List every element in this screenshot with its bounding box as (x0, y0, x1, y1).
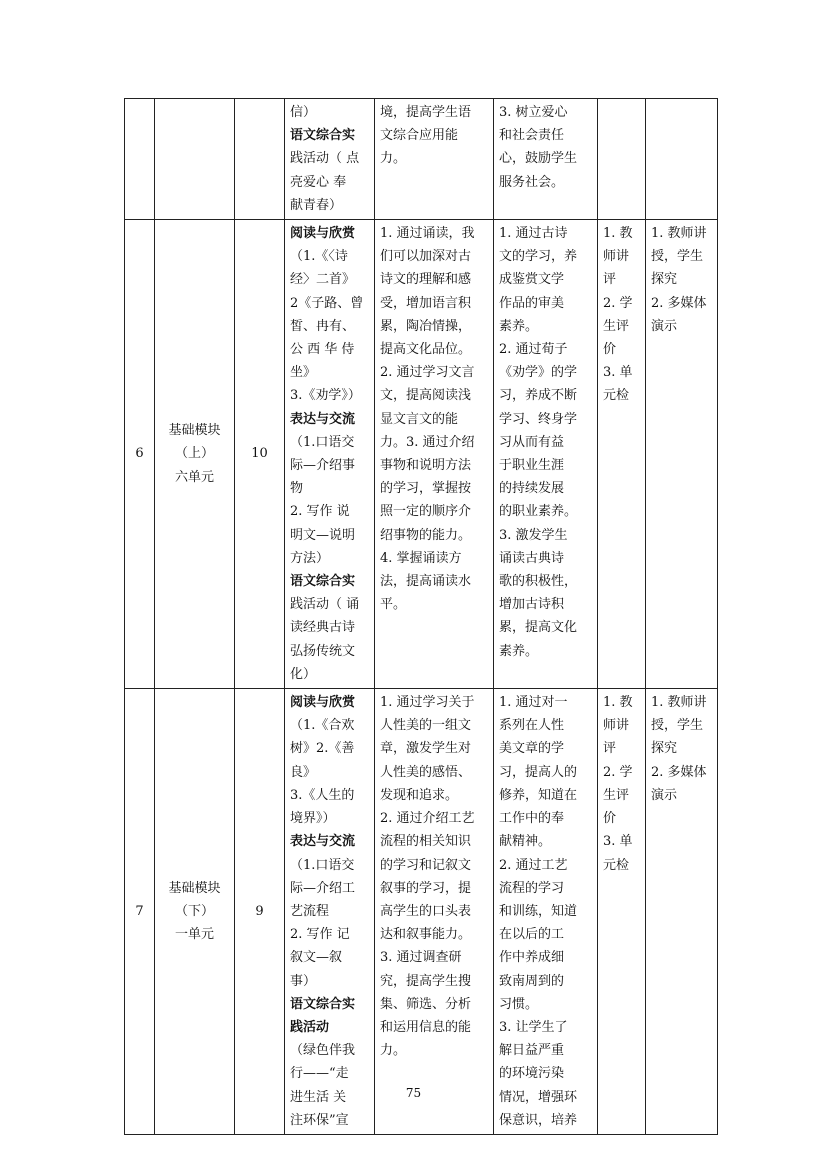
goal-line: 流程的相关知识 (380, 834, 472, 850)
assessment-line: 师讲 (603, 718, 630, 734)
goal-line: 照一定的顺序介 (380, 504, 472, 520)
content-line: 阅读与欣赏 (290, 226, 356, 242)
assessment-line: 3. 单 (603, 834, 633, 850)
goal-line: 献精神。 (499, 834, 552, 850)
content-line: 表达与交流 (290, 411, 356, 427)
goal-line: 发现和追求。 (380, 787, 459, 803)
hours-cell: 9 (235, 689, 285, 1135)
method-line: 1. 教师讲 (651, 695, 707, 711)
assessment-line: 1. 教 (603, 226, 633, 242)
row-number (125, 99, 155, 220)
assessment-line: 1. 教 (603, 695, 633, 711)
content-line: 艺流程 (290, 903, 330, 919)
goal-line: 心，鼓励学生 (499, 151, 578, 167)
goal-line: 流程的学习 (499, 880, 565, 896)
goal-line: 2. 通过工艺 (499, 857, 568, 873)
goal-line: 在以后的工 (499, 927, 565, 943)
goal-line: 文，提高阅读浅 (380, 388, 472, 404)
module-cell (155, 99, 235, 220)
goal-line: 的学习，掌握按 (380, 481, 472, 497)
goal-line: 3. 通过调查研 (380, 950, 462, 966)
module-line: 一单元 (174, 927, 214, 943)
assessment-line: 2. 学 (603, 764, 633, 780)
goal-line: 诵读古典诗 (499, 550, 565, 566)
goal-line: 1. 通过对一 (499, 695, 568, 711)
assessment-line: 元检 (603, 857, 630, 873)
hours-cell (235, 99, 285, 220)
content-line: 3.《人生的 (290, 787, 355, 803)
goal-line: 文的学习，养 (499, 249, 578, 265)
module-line: 基础模块 (168, 880, 221, 896)
knowledge-goals-cell (375, 99, 494, 220)
page-number: 75 (405, 1086, 422, 1100)
content-cell (285, 99, 375, 220)
content-line: （绿色伴我 (290, 1043, 356, 1059)
content-line: 行——“走 (290, 1066, 349, 1082)
content-line: 语文综合实 (290, 574, 356, 590)
goal-line: 歌的积极性， (499, 574, 578, 590)
goal-line: 人性美的一组文 (380, 718, 472, 734)
methods-cell (646, 220, 718, 689)
content-line: 方法） (290, 550, 330, 566)
content-line: 表达与交流 (290, 834, 356, 850)
quality-goals-cell (494, 689, 598, 1135)
content-line: 化） (290, 666, 317, 682)
goal-line: 累，提高文化 (499, 620, 578, 636)
goal-line: 3. 树立爱心 (499, 105, 568, 120)
method-line: 2. 多媒体 (651, 295, 707, 311)
goal-line: 修养，知道在 (499, 787, 578, 803)
method-line: 演示 (651, 318, 678, 334)
goal-line: 作中养成细 (499, 950, 565, 966)
goal-line: 文综合应用能 (380, 128, 459, 144)
content-cell (285, 220, 375, 689)
goal-line: 3. 让学生了 (499, 1019, 568, 1035)
table-row (125, 689, 718, 1135)
goal-line: 习，养成不断 (499, 388, 578, 404)
content-line: 事） (290, 973, 317, 989)
goal-line: 2. 通过荀子 (499, 342, 568, 358)
goal-line: 增加古诗积 (499, 597, 565, 613)
content-line: 际—介绍工 (290, 880, 356, 896)
content-line: 践活动（ 诵 (290, 597, 360, 613)
module-line: 六单元 (174, 469, 214, 485)
content-line: 叙文—叙 (290, 950, 343, 966)
goal-line: 们可以加深对古 (380, 249, 472, 265)
content-line: 2《子路、曾 (290, 295, 364, 311)
goal-line: 3. 激发学生 (499, 527, 568, 543)
goal-line: 1. 通过学习关于 (380, 695, 475, 711)
goal-line: 系列在人性 (499, 718, 565, 734)
methods-cell (646, 689, 718, 1135)
quality-goals-cell (494, 99, 598, 220)
method-line: 授，学生 (651, 249, 704, 265)
assessment-line: 生评 (603, 318, 630, 334)
module-line: （下） (174, 903, 214, 919)
goal-line: 1. 通过古诗 (499, 226, 568, 242)
goal-line: 习，提高人的 (499, 764, 578, 780)
content-line: 2. 写作 说 (290, 504, 350, 520)
assessment-line: 师讲 (603, 249, 630, 265)
content-cell (285, 689, 375, 1135)
method-line: 授，学生 (651, 718, 704, 734)
row-number: 6 (125, 220, 155, 689)
goal-line: 提高文化品位。 (380, 342, 472, 358)
goal-line: 素养。 (499, 318, 539, 334)
assessment-line: 评 (603, 741, 617, 757)
content-line: 2. 写作 记 (290, 927, 350, 943)
goal-line: 的职业素养。 (499, 504, 578, 520)
content-line: 阅读与欣赏 (290, 695, 356, 711)
goal-line: 于职业生涯 (499, 458, 565, 474)
goal-line: 成鉴赏文学 (499, 272, 565, 288)
goal-line: 的环境污染 (499, 1066, 565, 1082)
goal-line: 的持续发展 (499, 481, 565, 497)
goal-line: 力。3. 通过介绍 (380, 434, 475, 450)
goal-line: 和社会责任 (499, 128, 565, 144)
goal-line: 的学习和记叙文 (380, 857, 472, 873)
content-line: 读经典古诗 (290, 620, 356, 636)
goal-line: 人性美的感悟、 (380, 764, 472, 780)
method-line: 2. 多媒体 (651, 764, 707, 780)
content-line: 树》2.《善 (290, 741, 355, 757)
goal-line: 受，增加语言积 (380, 295, 472, 311)
assessment-line: 生评 (603, 787, 630, 803)
goal-line: 法，提高诵读水 (380, 574, 472, 590)
quality-goals-cell (494, 220, 598, 689)
method-line: 探究 (651, 272, 678, 288)
goal-line: 习从而有益 (499, 434, 565, 450)
goal-line: 事物和说明方法 (380, 458, 472, 474)
assessment-line: 价 (603, 811, 617, 827)
goal-line: 绍事物的能力。 (380, 527, 472, 543)
goal-line: 美文章的学 (499, 741, 565, 757)
goal-line: 诗文的理解和感 (380, 272, 472, 288)
goal-line: 工作中的奉 (499, 811, 565, 827)
goal-line: 学习、终身学 (499, 411, 578, 427)
content-line: 经〉二首》 (290, 272, 356, 288)
assessment-line: 3. 单 (603, 365, 633, 381)
assessment-cell (598, 220, 646, 689)
goal-line: 力。 (380, 1043, 407, 1059)
content-line: 践活动（ 点 (290, 151, 360, 167)
content-line: 皙、冉有、 (290, 318, 356, 334)
method-line: 探究 (651, 741, 678, 757)
assessment-line: 2. 学 (603, 295, 633, 311)
goal-line: 素养。 (499, 643, 539, 659)
goal-line: 作品的审美 (499, 295, 565, 311)
content-line: （1.口语交 (290, 434, 355, 450)
goal-line: 高学生的口头表 (380, 903, 472, 919)
content-line: 3.《劝学》） (290, 388, 361, 404)
content-line: （1.口语交 (290, 857, 355, 873)
content-line: 公 西 华 侍 (290, 342, 355, 358)
table-row (125, 220, 718, 689)
goal-line: 解日益严重 (499, 1043, 565, 1059)
content-line: 际—介绍事 (290, 458, 356, 474)
content-line: 明文—说明 (290, 527, 356, 543)
assessment-cell (598, 99, 646, 220)
goal-line: 2. 通过学习文言 (380, 365, 475, 381)
goal-line: 4. 掌握诵读方 (380, 550, 462, 566)
goal-line: 和训练，知道 (499, 903, 578, 919)
assessment-line: 评 (603, 272, 617, 288)
goal-line: 平。 (380, 597, 407, 613)
goal-line: 力。 (380, 151, 407, 167)
row-number: 7 (125, 689, 155, 1135)
module-cell (155, 220, 235, 689)
goal-line: 服务社会。 (499, 174, 565, 190)
goal-line: 致南周到的 (499, 973, 565, 989)
curriculum-table (124, 98, 718, 1135)
hours-cell: 10 (235, 220, 285, 689)
goal-line: 境，提高学生语 (380, 105, 472, 120)
content-line: 语文综合实 (290, 996, 356, 1012)
module-cell (155, 689, 235, 1135)
goal-line: 集、筛选、分析 (380, 996, 472, 1012)
goal-line: 章，激发学生对 (380, 741, 472, 757)
goal-line: 显文言文的能 (380, 411, 459, 427)
method-line: 1. 教师讲 (651, 226, 707, 242)
content-line: 良》 (290, 764, 317, 780)
content-line: 践活动 (290, 1019, 330, 1035)
knowledge-goals-cell (375, 220, 494, 689)
content-line: 进生活 关 (290, 1089, 347, 1105)
content-line: （1.《〈诗 (290, 249, 348, 265)
module-line: （上） (174, 446, 214, 462)
content-line: 献青春） (290, 197, 343, 213)
content-line: 物 (290, 481, 304, 497)
content-line: 语文综合实 (290, 128, 356, 144)
goal-line: 究，提高学生搜 (380, 973, 472, 989)
methods-cell (646, 99, 718, 220)
content-line: 亮爱心 奉 (290, 174, 347, 190)
goal-line: 情况，增强环 (499, 1089, 578, 1105)
goal-line: 保意识，培养 (499, 1112, 578, 1128)
goal-line: 2. 通过介绍工艺 (380, 811, 475, 827)
module-line: 基础模块 (168, 423, 221, 439)
table-row (125, 99, 718, 220)
content-line: 境界》） (290, 811, 336, 827)
goal-line: 习惯。 (499, 996, 539, 1012)
assessment-line: 价 (603, 342, 617, 358)
method-line: 演示 (651, 787, 678, 803)
goal-line: 和运用信息的能 (380, 1019, 472, 1035)
content-line: 注环保”宣 (290, 1112, 349, 1128)
content-line: 弘扬传统文 (290, 643, 356, 659)
goal-line: 达和叙事能力。 (380, 927, 472, 943)
knowledge-goals-cell (375, 689, 494, 1135)
goal-line: 累，陶冶情操， (380, 318, 472, 334)
assessment-cell (598, 689, 646, 1135)
content-line: （1.《合欢 (290, 718, 355, 734)
goal-line: 《劝学》的学 (499, 365, 578, 381)
goal-line: 1. 通过诵读，我 (380, 226, 475, 242)
assessment-line: 元检 (603, 388, 630, 404)
goal-line: 叙事的学习，提 (380, 880, 472, 896)
content-line: 坐》 (290, 365, 317, 381)
content-line: 信） (290, 105, 317, 120)
